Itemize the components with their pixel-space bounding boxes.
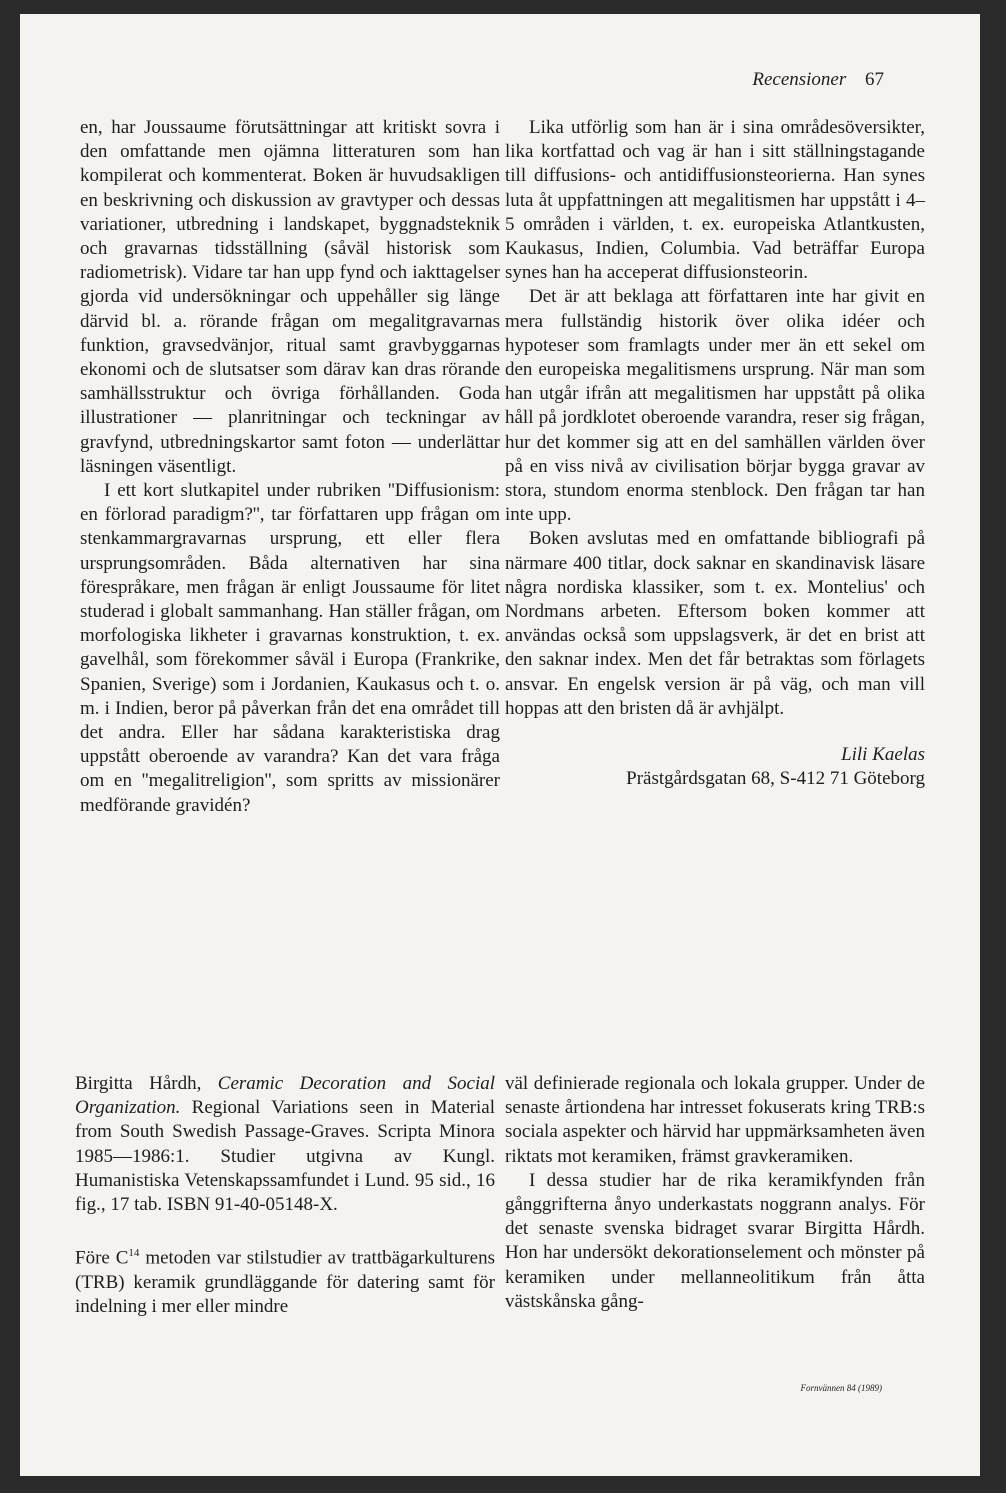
review1-column-right (505, 116, 925, 791)
citation-author: Birgitta Hårdh, (75, 1073, 202, 1094)
paragraph: Före $C^{14}$ metoden var stilstudier av trattbägarkulturens (TRB) keramik grundläggande för datering samt för indelning i mer eller mindre (75, 1247, 495, 1317)
paragraph: I dessa studier har de rika keramikfynden från gånggrifterna ånyo underkastats noggrann analys. För det senaste svenska bidraget svarar Birgitta Hårdh. Hon har undersökt dekorationselement och mönster på keramiken under mellanneolitikum från åtta västskånska gång- (505, 1169, 925, 1312)
running-head (752, 69, 884, 91)
section-title: Recensioner (752, 69, 847, 90)
paragraph: Lika utförlig som han är i sina områdesöversikter, lika kortfattad och vag är han i sitt ställningstagande till diffusions- och antidiffusionsteorierna. Han synes luta åt uppfattningen att megalitismen har uppstått i 4–5 områden i världen, t. ex. europeiska Atlantkusten, Kaukasus, Indien, Columbia. Vad beträffar Europa synes han ha acceperat diffusionsteorin. (505, 117, 925, 284)
reviewer-address: Prästgårdsgatan 68, S-412 71 Göteborg (626, 768, 925, 790)
book-citation (75, 1072, 495, 1217)
review2-column-right (505, 1072, 925, 1314)
reviewer-name: Lili Kaelas (841, 744, 925, 766)
paragraph: Boken avslutas med en omfattande bibliografi på närmare 400 titlar, dock saknar en skandinavisk läsare några nordiska klassiker, som t. ex. Montelius' och Nordmans arbeten. Eftersom boken kommer att användas också som uppslagsverk, är det en brist att den saknar index. Men det får betraktas som förlagets ansvar. En engelsk version är på väg, och man vill hoppas att den bristen då är avhjälpt. (505, 528, 925, 719)
review1-column-left (80, 116, 500, 818)
paragraph: I ett kort slutkapitel under rubriken ''Diffusionism: en förlorad paradigm?'', tar författaren upp frågan om stenkammargravarnas ursprung, ett eller flera ursprungsområden. Båda alternativen har sina förespråkare, men frågan är enligt Joussaume för litet studerad i globalt sammanhang. Han ställer frågan, om morfologiska likheter i gravarnas konstruktion, t. ex. gavelhål, som förekommer såväl i Europa (Frankrike, Spanien, Sverige) som i Jordanien, Kaukasus och t. o. m. i Indien, beror på påverkan från det ena området till det andra. Eller har sådana karakteristiska drag uppstått oberoende av varandra? Kan det vara fråga om en ''megalitreligion'', som spritts av missionärer medförande gravidén? (80, 480, 500, 816)
citation-details: Regional Variations seen in Material from South Swedish Passage-Graves. Scripta Minora 1985—1986:1. Studier utgivna av Kungl. Humanistiska Vetenskapssamfundet i Lund. 95 sid., 16 fig., 17 tab. ISBN 91-40-05148-X. (75, 1097, 495, 1216)
review2-column-left (75, 1072, 495, 1319)
page-number: 67 (865, 69, 884, 90)
paragraph: en, har Joussaume förutsättningar att kritiskt sovra i den omfattande men ojämna litteraturen som han kompilerat och kommenterat. Boken är huvudsakligen en beskrivning och diskussion av gravtyper och dessas variationer, utbredning i landskapet, byggnadsteknik och gravarnas tidsställning (såväl historisk som radiometrisk). Vidare tar han upp fynd och iakttagelser gjorda vid undersökningar och uppehåller sig länge därvid bl. a. rörande frågan om megalitgravarnas funktion, gravsedvänjor, ritual samt gravbyggarnas ekonomi och de slutsatser som därav kan dras rörande samhällsstruktur och övriga förhållanden. Goda illustrationer — planritningar och teckningar av gravfynd, utbredningskartor samt foton — underlättar läsningen väsentligt. (80, 117, 500, 477)
citation-title: Ceramic Decoration and Social Organization. (75, 1073, 496, 1119)
paragraph: Det är att beklaga att författaren inte har givit en mera fullständig historik över olika idéer och hypoteser som framlagts under mer än ett sekel om den europeiska megalitismens ursprung. När man som han utgår ifrån att megalitismen har uppstått på olika håll på jordklotet oberoende varandra, reser sig frågan, hur det kommer sig att en del samhällen världen över på en viss nivå av civilisation börjar bygga gravar av stora, stundom enorma stenblock. Den frågan tar han inte upp. (505, 286, 925, 526)
paragraph: väl definierade regionala och lokala grupper. Under de senaste årtiondena har intresset fokuserats kring TRB:s sociala aspekter och härvid har uppmärksamheten även riktats mot keramiken, främst gravkeramiken. (505, 1073, 925, 1167)
reviewer-signature (505, 743, 925, 791)
journal-footer: Fornvännen 84 (1989) (800, 1383, 882, 1393)
journal-page (20, 14, 980, 1476)
